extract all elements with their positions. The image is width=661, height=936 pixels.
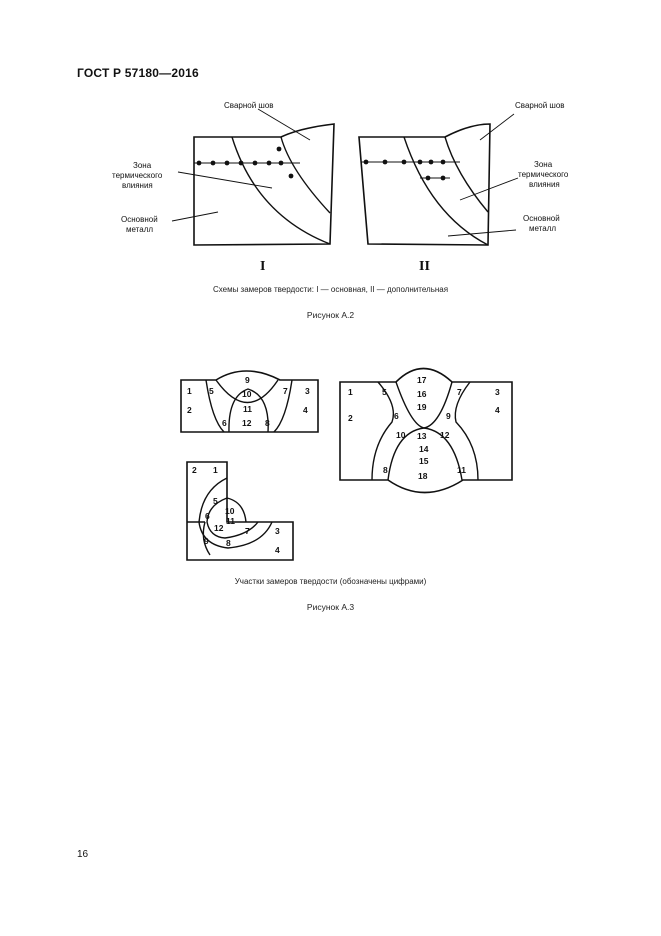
zone-num: 12 xyxy=(440,430,450,440)
zone-num: 2 xyxy=(192,465,197,475)
zone-num: 1 xyxy=(187,386,192,396)
zone-num: 3 xyxy=(275,526,280,536)
double-weld-diagram xyxy=(340,369,512,493)
weld-label-2: Сварной шов xyxy=(515,101,565,110)
zone-num: 2 xyxy=(348,413,353,423)
zone-num: 3 xyxy=(305,386,310,396)
base-label-1a: Основной xyxy=(121,215,158,224)
zone-num: 4 xyxy=(495,405,500,415)
zone-num: 15 xyxy=(419,456,429,466)
zone-num: 5 xyxy=(209,386,214,396)
zone-num: 10 xyxy=(396,430,406,440)
figure-a3-name: Рисунок А.3 xyxy=(306,602,355,612)
scheme-2-diagram xyxy=(359,101,569,274)
zone-num: 8 xyxy=(383,465,388,475)
zone-num: 7 xyxy=(283,386,288,396)
zone-num: 16 xyxy=(417,389,427,399)
weld-label-1: Сварной шов xyxy=(224,101,274,110)
zone-label-2b: термического xyxy=(518,170,569,179)
zone-num: 18 xyxy=(418,471,428,481)
zone-num: 8 xyxy=(226,538,231,548)
base-label-1b: металл xyxy=(126,225,154,234)
base-label-2b: металл xyxy=(529,224,557,233)
page-number: 16 xyxy=(77,849,89,860)
zone-num: 14 xyxy=(419,444,429,454)
zone-num: 11 xyxy=(243,404,252,414)
zone-label-2a: Зона xyxy=(534,160,553,169)
zone-num: 11 xyxy=(457,465,466,475)
zone-num: 13 xyxy=(417,431,427,441)
zone-num: 7 xyxy=(457,387,462,397)
figure-a2-name: Рисунок А.2 xyxy=(306,310,355,320)
zone-num: 2 xyxy=(187,405,192,415)
figure-a3 xyxy=(181,369,512,561)
zone-label-1b: термического xyxy=(112,171,163,180)
figure-a2-caption: Схемы замеров твердости: I — основная, II — дополнительная xyxy=(212,285,449,294)
zone-num: 9 xyxy=(245,375,250,385)
document-header: ГОСТ Р 57180—2016 xyxy=(77,66,199,80)
zone-num: 10 xyxy=(242,389,252,399)
zone-num: 17 xyxy=(417,375,427,385)
zone-num: 5 xyxy=(213,496,218,506)
zone-num: 9 xyxy=(446,411,451,421)
zone-num: 6 xyxy=(222,418,227,428)
zone-num: 11 xyxy=(226,516,235,526)
zone-num: 19 xyxy=(417,402,427,412)
zone-label-2c: влияния xyxy=(529,180,560,189)
zone-num: 10 xyxy=(225,506,235,516)
zone-num: 1 xyxy=(348,387,353,397)
zone-num: 4 xyxy=(303,405,308,415)
zone-num: 7 xyxy=(245,526,250,536)
zone-num: 3 xyxy=(495,387,500,397)
scheme-2-label: II xyxy=(419,259,430,274)
corner-weld-diagram xyxy=(187,462,293,560)
butt-weld-diagram xyxy=(181,371,318,432)
scheme-1-diagram xyxy=(112,101,334,274)
figure-a3-caption: Участки замеров твердости (обозначены цифрами) xyxy=(234,577,427,586)
base-label-2a: Основной xyxy=(523,214,560,223)
zone-num: 1 xyxy=(213,465,218,475)
zone-num: 12 xyxy=(242,418,252,428)
zone-label-1c: влияния xyxy=(122,181,153,190)
zone-label-1a: Зона xyxy=(133,161,152,170)
zone-num: 8 xyxy=(265,418,270,428)
zone-num: 4 xyxy=(275,545,280,555)
figure-a2 xyxy=(112,101,569,274)
scheme-1-label: I xyxy=(260,259,266,274)
zone-num: 12 xyxy=(214,523,224,533)
zone-num: 6 xyxy=(394,411,399,421)
zone-num: 9 xyxy=(204,536,209,546)
zone-num: 5 xyxy=(382,387,387,397)
zone-num: 6 xyxy=(205,511,210,521)
